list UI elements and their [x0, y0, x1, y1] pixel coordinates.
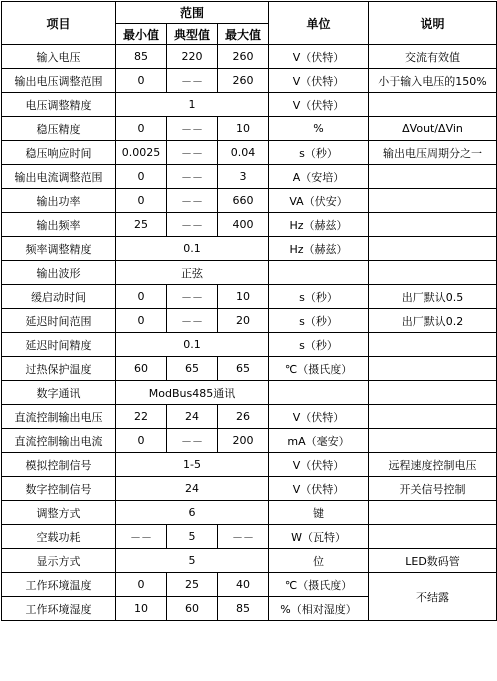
cell-note: 远程速度控制电压 — [369, 453, 497, 477]
cell-unit: Hz（赫兹） — [269, 213, 369, 237]
cell-typ: －－ — [167, 213, 218, 237]
cell-unit: s（秒） — [269, 141, 369, 165]
header-typ: 典型值 — [167, 24, 218, 45]
cell-unit — [269, 381, 369, 405]
cell-max: 20 — [218, 309, 269, 333]
cell-unit: A（安培） — [269, 165, 369, 189]
cell-note: 出厂默认0.2 — [369, 309, 497, 333]
cell-min: 0 — [116, 429, 167, 453]
table-row — [2, 333, 497, 357]
cell-unit: V（伏特） — [269, 93, 369, 117]
table-row — [2, 213, 497, 237]
header-max: 最大值 — [218, 24, 269, 45]
cell-unit: Hz（赫兹） — [269, 237, 369, 261]
cell-item: 输出功率 — [2, 189, 116, 213]
cell-range-merged: 24 — [116, 477, 269, 501]
table-row — [2, 285, 497, 309]
table-row — [2, 165, 497, 189]
cell-unit: VA（伏安） — [269, 189, 369, 213]
cell-min: 60 — [116, 357, 167, 381]
cell-max: 40 — [218, 573, 269, 597]
cell-unit: s（秒） — [269, 309, 369, 333]
cell-item: 电压调整精度 — [2, 93, 116, 117]
cell-max: 10 — [218, 117, 269, 141]
cell-item: 显示方式 — [2, 549, 116, 573]
cell-unit: V（伏特） — [269, 477, 369, 501]
cell-min: 0 — [116, 189, 167, 213]
cell-note — [369, 93, 497, 117]
cell-typ: －－ — [167, 189, 218, 213]
cell-unit: V（伏特） — [269, 45, 369, 69]
cell-typ: －－ — [167, 69, 218, 93]
cell-unit: V（伏特） — [269, 453, 369, 477]
cell-typ: 24 — [167, 405, 218, 429]
cell-max: 400 — [218, 213, 269, 237]
cell-item: 延迟时间精度 — [2, 333, 116, 357]
cell-note: 小于输入电压的150% — [369, 69, 497, 93]
cell-item: 缓启动时间 — [2, 285, 116, 309]
table-row — [2, 453, 497, 477]
table-row — [2, 309, 497, 333]
cell-range-merged: 0.1 — [116, 333, 269, 357]
cell-item: 模拟控制信号 — [2, 453, 116, 477]
cell-typ: 65 — [167, 357, 218, 381]
table-row — [2, 549, 497, 573]
cell-min: 0 — [116, 117, 167, 141]
cell-note — [369, 405, 497, 429]
header-item: 项目 — [2, 2, 116, 45]
cell-typ: －－ — [167, 429, 218, 453]
cell-unit: 键 — [269, 501, 369, 525]
cell-note: ΔVout/ΔVin — [369, 117, 497, 141]
cell-note — [369, 429, 497, 453]
cell-item: 调整方式 — [2, 501, 116, 525]
table-row — [2, 117, 497, 141]
cell-note — [369, 357, 497, 381]
cell-max: 3 — [218, 165, 269, 189]
cell-unit: %（相对湿度） — [269, 597, 369, 621]
cell-unit: mA（毫安） — [269, 429, 369, 453]
cell-max: 260 — [218, 69, 269, 93]
cell-range-merged: 正弦 — [116, 261, 269, 285]
cell-unit: s（秒） — [269, 333, 369, 357]
cell-min: 0 — [116, 69, 167, 93]
cell-min: 0.0025 — [116, 141, 167, 165]
cell-typ: －－ — [167, 117, 218, 141]
cell-item: 稳压响应时间 — [2, 141, 116, 165]
cell-range-merged: 0.1 — [116, 237, 269, 261]
cell-typ: 220 — [167, 45, 218, 69]
cell-min: 0 — [116, 165, 167, 189]
cell-note — [369, 381, 497, 405]
cell-max: 660 — [218, 189, 269, 213]
header-row-1 — [2, 2, 497, 24]
cell-min: －－ — [116, 525, 167, 549]
cell-item: 过热保护温度 — [2, 357, 116, 381]
cell-unit: ℃（摄氏度） — [269, 357, 369, 381]
cell-range-merged: 6 — [116, 501, 269, 525]
table-row — [2, 357, 497, 381]
cell-item: 输出波形 — [2, 261, 116, 285]
cell-unit: s（秒） — [269, 285, 369, 309]
cell-max: －－ — [218, 525, 269, 549]
cell-range-merged: 5 — [116, 549, 269, 573]
cell-range-merged: 1 — [116, 93, 269, 117]
cell-unit: 位 — [269, 549, 369, 573]
cell-item: 频率调整精度 — [2, 237, 116, 261]
cell-unit: V（伏特） — [269, 405, 369, 429]
cell-typ: －－ — [167, 165, 218, 189]
cell-unit: W（瓦特） — [269, 525, 369, 549]
cell-note — [369, 501, 497, 525]
cell-item: 输出频率 — [2, 213, 116, 237]
cell-typ: －－ — [167, 141, 218, 165]
table-row — [2, 189, 497, 213]
cell-item: 稳压精度 — [2, 117, 116, 141]
cell-typ: 25 — [167, 573, 218, 597]
cell-max: 10 — [218, 285, 269, 309]
cell-note: 交流有效值 — [369, 45, 497, 69]
table-row — [2, 501, 497, 525]
cell-note — [369, 333, 497, 357]
cell-typ: 60 — [167, 597, 218, 621]
cell-note — [369, 189, 497, 213]
table-row — [2, 69, 497, 93]
cell-min: 25 — [116, 213, 167, 237]
cell-range-merged: 1-5 — [116, 453, 269, 477]
cell-note — [369, 237, 497, 261]
cell-note — [369, 261, 497, 285]
cell-min: 22 — [116, 405, 167, 429]
cell-note: 出厂默认0.5 — [369, 285, 497, 309]
cell-max: 200 — [218, 429, 269, 453]
table-row — [2, 93, 497, 117]
table-row — [2, 477, 497, 501]
table-row — [2, 45, 497, 69]
cell-item: 数字控制信号 — [2, 477, 116, 501]
cell-range-merged: ModBus485通讯 — [116, 381, 269, 405]
cell-item: 延迟时间范围 — [2, 309, 116, 333]
cell-note — [369, 525, 497, 549]
cell-item: 直流控制输出电流 — [2, 429, 116, 453]
header-unit: 单位 — [269, 2, 369, 45]
cell-max: 26 — [218, 405, 269, 429]
cell-typ: －－ — [167, 309, 218, 333]
cell-note: 输出电压周期分之一 — [369, 141, 497, 165]
cell-typ: －－ — [167, 285, 218, 309]
table-row — [2, 237, 497, 261]
cell-item: 空载功耗 — [2, 525, 116, 549]
cell-note — [369, 165, 497, 189]
spec-table — [1, 1, 497, 621]
cell-item: 输入电压 — [2, 45, 116, 69]
cell-max: 0.04 — [218, 141, 269, 165]
cell-unit — [269, 261, 369, 285]
cell-unit: ℃（摄氏度） — [269, 573, 369, 597]
cell-typ: 5 — [167, 525, 218, 549]
header-note: 说明 — [369, 2, 497, 45]
table-row — [2, 261, 497, 285]
cell-note: LED数码管 — [369, 549, 497, 573]
cell-note: 开关信号控制 — [369, 477, 497, 501]
cell-unit: % — [269, 117, 369, 141]
cell-min: 85 — [116, 45, 167, 69]
cell-max: 260 — [218, 45, 269, 69]
cell-unit: V（伏特） — [269, 69, 369, 93]
table-row — [2, 141, 497, 165]
cell-item: 数字通讯 — [2, 381, 116, 405]
table-row — [2, 405, 497, 429]
cell-item: 输出电流调整范围 — [2, 165, 116, 189]
cell-max: 85 — [218, 597, 269, 621]
cell-note — [369, 213, 497, 237]
table-row — [2, 429, 497, 453]
header-range: 范围 — [116, 2, 269, 24]
cell-min: 0 — [116, 285, 167, 309]
header-min: 最小值 — [116, 24, 167, 45]
cell-item: 输出电压调整范围 — [2, 69, 116, 93]
cell-item: 工作环境温度 — [2, 573, 116, 597]
cell-item: 工作环境湿度 — [2, 597, 116, 621]
cell-min: 0 — [116, 573, 167, 597]
cell-min: 10 — [116, 597, 167, 621]
cell-note: 不结露 — [369, 573, 497, 621]
table-row — [2, 381, 497, 405]
table-row — [2, 573, 497, 597]
cell-max: 65 — [218, 357, 269, 381]
cell-item: 直流控制输出电压 — [2, 405, 116, 429]
table-row — [2, 525, 497, 549]
cell-min: 0 — [116, 309, 167, 333]
